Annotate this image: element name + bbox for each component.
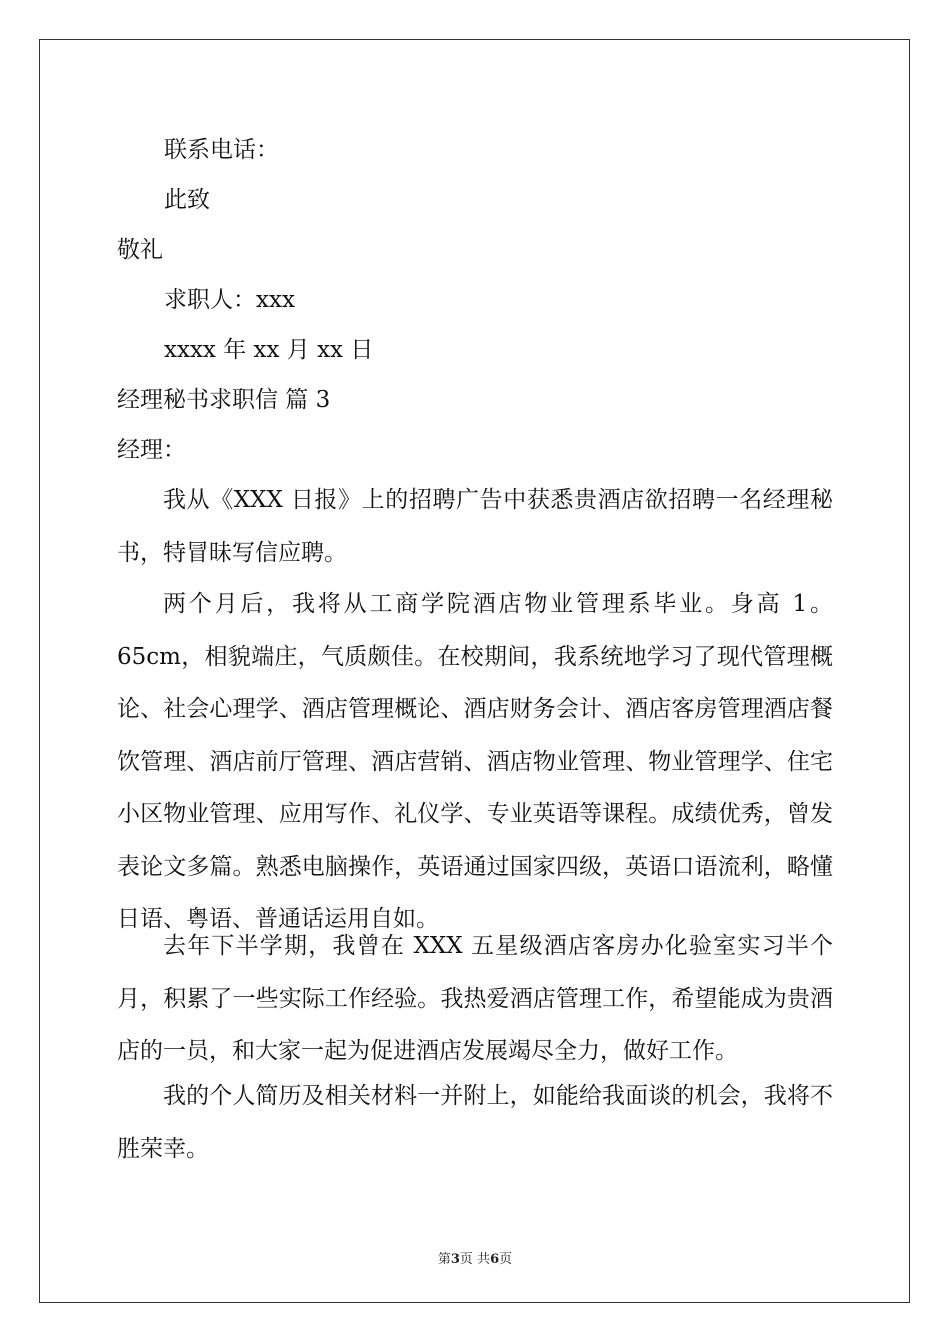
footer-prefix: 第 xyxy=(437,1252,451,1267)
respect-line: 敬礼 xyxy=(117,237,163,263)
footer-current-page: 3 xyxy=(450,1252,460,1267)
footer-suffix: 页 xyxy=(499,1252,513,1267)
section-title: 经理秘书求职信 篇 3 xyxy=(117,387,331,413)
salutation-line: 此致 xyxy=(164,187,210,213)
greeting-line: 经理： xyxy=(117,437,186,463)
contact-phone-line: 联系电话： xyxy=(164,137,279,163)
applicant-line: 求职人：xxx xyxy=(164,287,295,313)
date-line: xxxx 年 xx 月 xx 日 xyxy=(164,337,374,363)
paragraph-1: 我从《XXX 日报》上的招聘广告中获悉贵酒店欲招聘一名经理秘书，特冒昧写信应聘。 xyxy=(117,487,833,566)
paragraph-4: 我的个人简历及相关材料一并附上，如能给我面谈的机会，我将不胜荣幸。 xyxy=(117,1083,833,1162)
paragraph-2: 两个月后，我将从工商学院酒店物业管理系毕业。身高 1。65cm，相貌端庄，气质颇佳。在校期间，我系统地学习了现代管理概论、社会心理学、酒店管理概论、酒店财务会计、酒店客房管理酒店餐饮管理、酒店前厅管理、酒店营销、酒店物业管理、物业管理学、住宅小区物业管理、应用写作、礼仪学、专业英语等课程。成绩优秀，曾发表论文多篇。熟悉电脑操作，英语通过国家四级，英语口语流利，略懂日语、粤语、普通话运用自如。 xyxy=(117,591,833,932)
page-footer xyxy=(0,1248,950,1267)
footer-mid: 页 共 xyxy=(459,1252,491,1267)
paragraph-3: 去年下半学期，我曾在 XXX 五星级酒店客房办化验室实习半个月，积累了一些实际工作经验。我热爱酒店管理工作，希望能成为贵酒店的一员，和大家一起为促进酒店发展竭尽全力，做好工作。 xyxy=(117,933,833,1064)
footer-total-pages: 6 xyxy=(490,1252,500,1267)
